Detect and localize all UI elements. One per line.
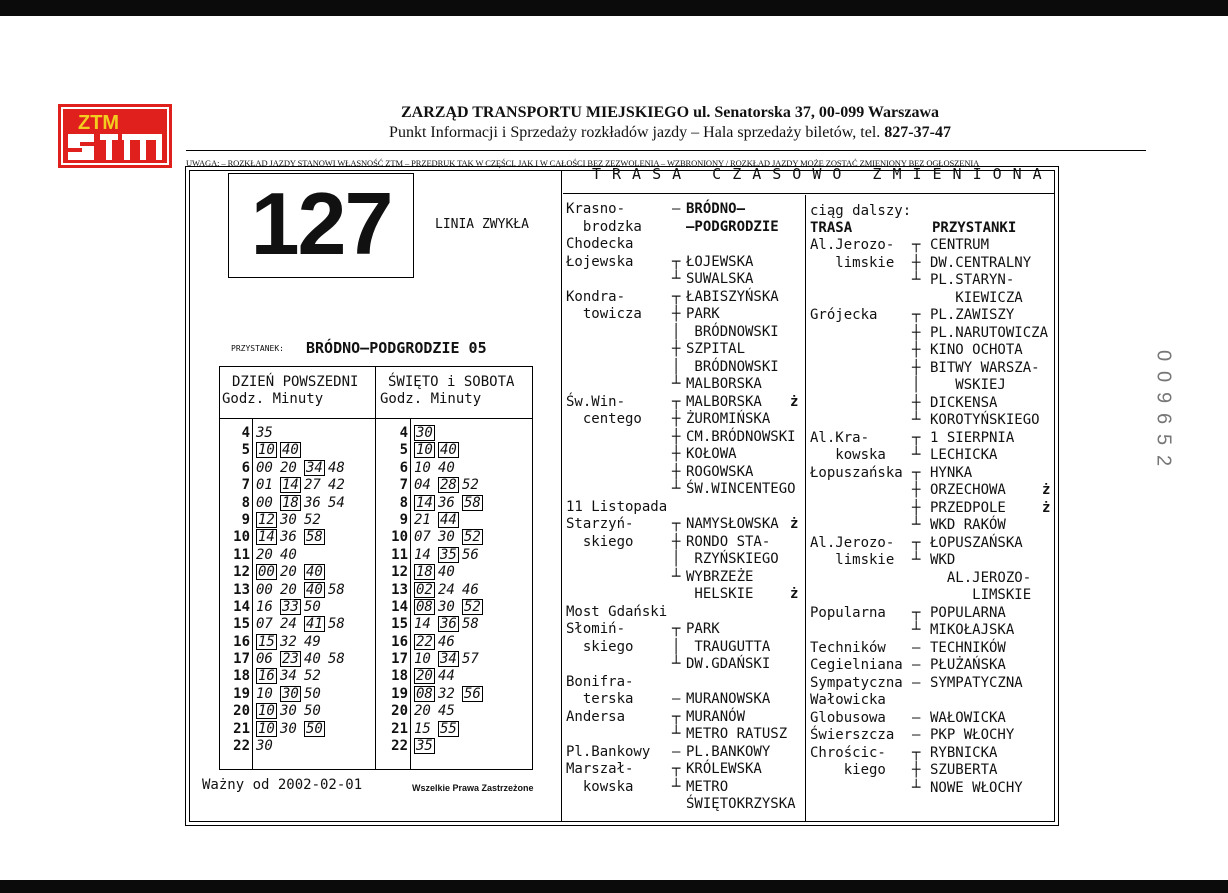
serial-digit: 5 — [1152, 433, 1175, 446]
hour-cell: 13 — [391, 581, 408, 598]
minute-cell: 15 — [414, 720, 431, 737]
minute-cell-low-floor: 30 — [282, 685, 299, 702]
route-street: Bonifra- terska Andersa — [566, 673, 634, 725]
route-z: ż — [790, 393, 799, 410]
route-sym: ┬ ┼ ┼ ┼ ┼ ┴ — [672, 393, 681, 497]
route-sym: ┬ ┼ ┴ — [912, 237, 921, 288]
hour-cell: 11 — [391, 546, 408, 563]
hour-cell: 5 — [241, 442, 250, 459]
valid-from: Ważny od 2002-02-01 — [202, 777, 363, 793]
minute-cell-low-floor: 14 — [258, 529, 275, 546]
route-stops: PARK TRAUGUTTA DW.GDAŃSKI — [686, 621, 771, 672]
minute-cell: 32 — [280, 633, 297, 650]
route-street: Al.Jerozo- limskie — [810, 237, 895, 271]
hour-cell: 8 — [399, 494, 408, 511]
holiday-title: ŚWIĘTO i SOBOTA — [388, 374, 515, 390]
minute-cell: 49 — [304, 633, 321, 650]
minute-cell-low-floor: 22 — [416, 633, 433, 650]
minute-cell: 20 — [280, 459, 297, 476]
minute-cell: 24 — [438, 581, 455, 598]
minute-cell-low-floor: 44 — [440, 511, 457, 528]
minute-cell-low-floor: 08 — [416, 598, 433, 615]
route-title: TRASA CZASOWO ZMIENIONA — [592, 165, 1053, 183]
route-stops: PL.BANKOWY KRÓLEWSKA METRO ŚWIĘTOKRZYSKA — [686, 743, 796, 812]
minute-cell-low-floor: 08 — [416, 685, 433, 702]
route-street: Techników Cegielniana Sympatyczna Wałowicka Globusowa Świerszcza Chrościc- kiego — [810, 639, 903, 778]
minute-cell: 20 — [280, 581, 297, 598]
route-street: 11 Listopada Starzyń- skiego — [566, 498, 668, 550]
route-title-rule — [563, 193, 1055, 194]
route-street: Grójecka — [810, 307, 878, 323]
stop-label: PRZYSTANEK: — [231, 344, 284, 353]
route-street: Pl.Bankowy Marszał- kowska — [566, 743, 651, 795]
minute-cell: 58 — [328, 581, 345, 598]
route-sym: – – – – – ┬ ┼ ┴ — [912, 639, 921, 796]
route-sym: ┬ ┴ — [912, 604, 921, 638]
minute-cell-low-floor: 20 — [416, 668, 433, 685]
route-street: Al.Kra- kowska Łopuszańska — [810, 429, 903, 481]
minute-cell: 58 — [328, 651, 345, 668]
minute-cell: 50 — [304, 703, 321, 720]
minute-cell: 42 — [328, 477, 345, 494]
minute-cell: 50 — [304, 685, 321, 702]
minute-cell: 30 — [438, 529, 455, 546]
route-sym: ┬ ┴ — [672, 253, 681, 287]
route-street: Most Gdański Słomiń- skiego — [566, 603, 668, 655]
minute-cell: 20 — [280, 564, 297, 581]
logo-text: ZTM — [78, 112, 120, 134]
minute-cell-low-floor: 28 — [440, 477, 457, 494]
minute-cell: 58 — [462, 616, 479, 633]
minute-cell: 30 — [438, 598, 455, 615]
serial-digit: 0 — [1152, 349, 1175, 362]
hour-cell: 7 — [399, 477, 408, 494]
minute-cell: 14 — [414, 546, 431, 563]
route-stops: ŁABISZYŃSKA PARK BRÓDNOWSKI SZPITAL BRÓDNOWSKI MALBORSKA — [686, 288, 779, 392]
hour-cell: 6 — [241, 459, 250, 476]
minute-cell-low-floor: 40 — [306, 581, 323, 598]
minute-cell: 56 — [462, 546, 479, 563]
hour-cell: 8 — [241, 494, 250, 511]
minute-cell: 30 — [280, 511, 297, 528]
hour-cell: 21 — [233, 720, 250, 737]
minute-cell-low-floor: 40 — [306, 564, 323, 581]
minute-cell: 00 — [256, 459, 273, 476]
minute-cell: 20 — [414, 703, 431, 720]
route-street: Łojewska — [566, 253, 634, 270]
minute-cell: 40 — [438, 564, 455, 581]
minute-cell: 16 — [256, 598, 273, 615]
hour-cell: 13 — [233, 581, 250, 598]
route-sym: – ┬ ┴ — [672, 743, 681, 795]
minute-cell-low-floor: 35 — [440, 546, 457, 563]
minute-cell: 01 — [256, 477, 273, 494]
hour-cell: 16 — [391, 633, 408, 650]
minute-cell-low-floor: 10 — [258, 720, 275, 737]
route-z: ż ż — [1042, 482, 1051, 516]
minute-cell: 36 — [280, 529, 297, 546]
route-stops: CENTRUM DW.CENTRALNY PL.STARYN- KIEWICZA — [930, 237, 1032, 306]
minute-cell: 00 — [256, 581, 273, 598]
minute-cell-low-floor: 00 — [258, 564, 275, 581]
route-street: Św.Win- centego — [566, 393, 642, 427]
hour-cell: 11 — [233, 546, 250, 563]
minute-cell-low-floor: 18 — [282, 494, 299, 511]
minute-cell: 40 — [280, 546, 297, 563]
minute-cell: 46 — [462, 581, 479, 598]
minute-cell: 04 — [414, 477, 431, 494]
route-sym: ┬ ┴ ┬ ┼ ┼ ┴ — [912, 429, 921, 533]
route-street: Krasno- brodzka Chodecka — [566, 201, 642, 252]
minute-cell-low-floor: 40 — [440, 442, 457, 459]
minute-cell: 07 — [256, 616, 273, 633]
serial-digit: 6 — [1152, 412, 1175, 425]
minute-cell-low-floor: 35 — [416, 738, 433, 755]
route-stops: 1 SIERPNIA LECHICKA HYNKA ORZECHOWA PRZEDPOLE WKD RAKÓW — [930, 429, 1015, 533]
route-stops: POPULARNA MIKOŁAJSKA — [930, 604, 1015, 638]
info-text: Punkt Informacji i Sprzedaży rozkładów jazdy – Hala sprzedaży biletów, tel. — [389, 124, 881, 141]
minute-cell-low-floor: 58 — [464, 494, 481, 511]
holiday-subtitle: Godz. Minuty — [380, 391, 482, 407]
route-column-divider — [805, 195, 806, 822]
holiday-hour-rule — [410, 418, 411, 770]
hour-cell: 14 — [391, 598, 408, 615]
stop-name: BRÓDNO–PODGRODZIE 05 — [306, 339, 487, 357]
route-stops: BRÓDNO– –PODGRODZIE — [686, 201, 779, 235]
minute-cell: 46 — [438, 633, 455, 650]
hour-cell: 6 — [399, 459, 408, 476]
minute-cell: 32 — [438, 685, 455, 702]
minute-cell-low-floor: 30 — [416, 425, 433, 441]
minute-cell-low-floor: 14 — [282, 477, 299, 494]
hour-cell: 19 — [391, 685, 408, 702]
hour-cell: 18 — [233, 668, 250, 685]
hour-cell: 20 — [233, 703, 250, 720]
minute-cell-low-floor: 18 — [416, 564, 433, 581]
hour-cell: 22 — [233, 738, 250, 755]
timetable-divider — [375, 366, 376, 770]
minute-cell: 36 — [304, 494, 321, 511]
route-continued: ciąg dalszy: — [810, 203, 912, 219]
route-stops: MALBORSKA ŻUROMIŃSKA CM.BRÓDNOWSKI KOŁOWA ROGOWSKA ŚW.WINCENTEGO — [686, 393, 796, 497]
line-number: 127 — [228, 173, 414, 278]
minute-cell: 36 — [438, 494, 455, 511]
hour-cell: 21 — [391, 720, 408, 737]
minute-cell: 40 — [304, 651, 321, 668]
minute-cell: 30 — [256, 738, 273, 755]
minute-cell: 10 — [414, 459, 431, 476]
hour-cell: 4 — [399, 425, 408, 441]
minute-cell-low-floor: 52 — [464, 529, 481, 546]
serial-number — [1150, 345, 1176, 471]
rights-reserved: Wszelkie Prawa Zastrzeżone — [412, 783, 534, 793]
route-sym: ┬ │ ┴ — [672, 621, 681, 672]
weekday-title: DZIEŃ POWSZEDNI — [232, 374, 359, 390]
serial-digit: 2 — [1152, 454, 1175, 467]
minute-cell: 00 — [256, 494, 273, 511]
info-line — [250, 124, 1090, 142]
route-street: Al.Jerozo- limskie — [810, 534, 895, 568]
hour-cell: 15 — [233, 616, 250, 633]
minute-cell-low-floor: 16 — [258, 668, 275, 685]
minute-cell: 52 — [304, 511, 321, 528]
minute-cell: 35 — [256, 425, 273, 441]
route-sym: ┬ ┼ │ ┴ — [672, 516, 681, 585]
minute-cell-low-floor: 33 — [282, 598, 299, 615]
route-stops: MURANOWSKA MURANÓW METRO RATUSZ — [686, 691, 788, 742]
org-line: ZARZĄD TRANSPORTU MIEJSKIEGO ul. Senatorska 37, 00-099 Warszawa — [400, 104, 939, 121]
minute-cell-low-floor: 34 — [440, 651, 457, 668]
ztm-logo — [58, 104, 172, 168]
minute-cell: 45 — [438, 703, 455, 720]
hour-cell: 18 — [391, 668, 408, 685]
hour-cell: 17 — [391, 651, 408, 668]
hour-cell: 5 — [399, 442, 408, 459]
minute-cell: 27 — [304, 477, 321, 494]
minute-cell-low-floor: 36 — [440, 616, 457, 633]
hour-cell: 22 — [391, 738, 408, 755]
minute-cell: 44 — [438, 668, 455, 685]
minute-cell: 50 — [304, 598, 321, 615]
minute-cell: 58 — [328, 616, 345, 633]
hour-cell: 4 — [241, 425, 250, 441]
hour-cell: 9 — [241, 511, 250, 528]
minute-cell-low-floor: 23 — [282, 651, 299, 668]
minute-cell: 10 — [256, 685, 273, 702]
minute-cell-low-floor: 02 — [416, 581, 433, 598]
route-street: Popularna — [810, 604, 886, 621]
panel-divider — [561, 170, 562, 822]
hour-cell: 17 — [233, 651, 250, 668]
line-type: LINIA ZWYKŁA — [435, 217, 529, 232]
route-stops: NAMYSŁOWSKA RONDO STA- RZYŃSKIEGO WYBRZEŻE HELSKIE — [686, 516, 779, 602]
minute-cell-low-floor: 10 — [258, 442, 275, 459]
minute-cell: 24 — [280, 616, 297, 633]
copyright-notice: UWAGA: – ROZKŁAD JAZDY STANOWI WŁASNOŚĆ ZTM – PRZEDRUK TAK W CZĘŚCI, JAK I W CAŁOŚCI BEZ ZEZWOLENIA – WZBRONIONY / ROZKŁAD JAZDY MOŻE ZOSTAĆ ZMIENIONY BEZ OGŁOSZENIA — [186, 158, 980, 168]
minute-cell: 06 — [256, 651, 273, 668]
route-sym: ┬ ┴ — [912, 534, 921, 568]
minute-cell-low-floor: 14 — [416, 494, 433, 511]
minute-cell-low-floor: 10 — [258, 703, 275, 720]
minute-cell: 52 — [462, 477, 479, 494]
minute-cell: 57 — [462, 651, 479, 668]
timetable-header-rule — [219, 418, 533, 419]
route-stops: PL.ZAWISZY PL.NARUTOWICZA KINO OCHOTA BITWY WARSZA- WSKIEJ DICKENSA KOROTYŃSKIEGO — [930, 307, 1049, 428]
hour-cell: 10 — [391, 529, 408, 546]
route-stops: TECHNIKÓW PŁUŻAŃSKA SYMPATYCZNA WAŁOWICKA PKP WŁOCHY RYBNICKA SZUBERTA NOWE WŁOCHY — [930, 639, 1023, 796]
route-col-stops: PRZYSTANKI — [932, 220, 1017, 236]
route-sym: ┬ ┼ ┼ ┼ │ ┼ ┴ — [912, 307, 921, 428]
weekday-hour-rule — [252, 418, 253, 770]
route-sym: ┬ ┼ │ ┼ │ ┴ — [672, 288, 681, 392]
scan-top-border — [0, 0, 1228, 16]
minute-cell-low-floor: 12 — [258, 511, 275, 528]
route-street: Kondra- towicza — [566, 288, 642, 322]
minute-cell-low-floor: 40 — [282, 442, 299, 459]
minute-cell: 10 — [414, 651, 431, 668]
hour-cell: 10 — [233, 529, 250, 546]
minute-cell: 52 — [304, 668, 321, 685]
header-rule — [186, 150, 1146, 151]
minute-cell-low-floor: 15 — [258, 633, 275, 650]
hour-cell: 12 — [233, 564, 250, 581]
route-stops: ŁOJEWSKA SUWALSKA — [686, 253, 754, 287]
route-col-trasa: TRASA — [810, 220, 853, 236]
minute-cell: 34 — [280, 668, 297, 685]
minute-cell: 54 — [328, 494, 345, 511]
minute-cell-low-floor: 52 — [464, 598, 481, 615]
route-sym: – ┬ ┴ — [672, 691, 681, 742]
minute-cell-low-floor: 41 — [306, 616, 323, 633]
minute-cell: 14 — [414, 616, 431, 633]
hour-cell: 20 — [391, 703, 408, 720]
route-sym: – — [672, 201, 681, 217]
hour-cell: 9 — [399, 511, 408, 528]
route-z: ż ż — [790, 516, 799, 602]
hour-cell: 15 — [391, 616, 408, 633]
phone-number: 827-37-47 — [884, 124, 951, 141]
minute-cell: 40 — [438, 459, 455, 476]
minute-cell: 20 — [256, 546, 273, 563]
hour-cell: 19 — [233, 685, 250, 702]
minute-cell: 48 — [328, 459, 345, 476]
serial-digit: 0 — [1152, 370, 1175, 383]
minute-cell-low-floor: 50 — [306, 720, 323, 737]
minute-cell-low-floor: 56 — [464, 685, 481, 702]
minute-cell-low-floor: 34 — [306, 459, 323, 476]
serial-digit: 9 — [1152, 391, 1175, 404]
scan-bottom-border — [0, 880, 1228, 893]
hour-cell: 16 — [233, 633, 250, 650]
minute-cell: 21 — [414, 511, 431, 528]
route-stops: ŁOPUSZAŃSKA WKD AL.JEROZO- LIMSKIE — [930, 534, 1032, 603]
minute-cell-low-floor: 58 — [306, 529, 323, 546]
weekday-subtitle: Godz. Minuty — [222, 391, 324, 407]
minute-cell: 07 — [414, 529, 431, 546]
hour-cell: 12 — [391, 564, 408, 581]
minute-cell-low-floor: 10 — [416, 442, 433, 459]
hour-cell: 7 — [241, 477, 250, 494]
hour-cell: 14 — [233, 598, 250, 615]
minute-cell: 30 — [280, 720, 297, 737]
minute-cell: 30 — [280, 703, 297, 720]
minute-cell-low-floor: 55 — [440, 720, 457, 737]
